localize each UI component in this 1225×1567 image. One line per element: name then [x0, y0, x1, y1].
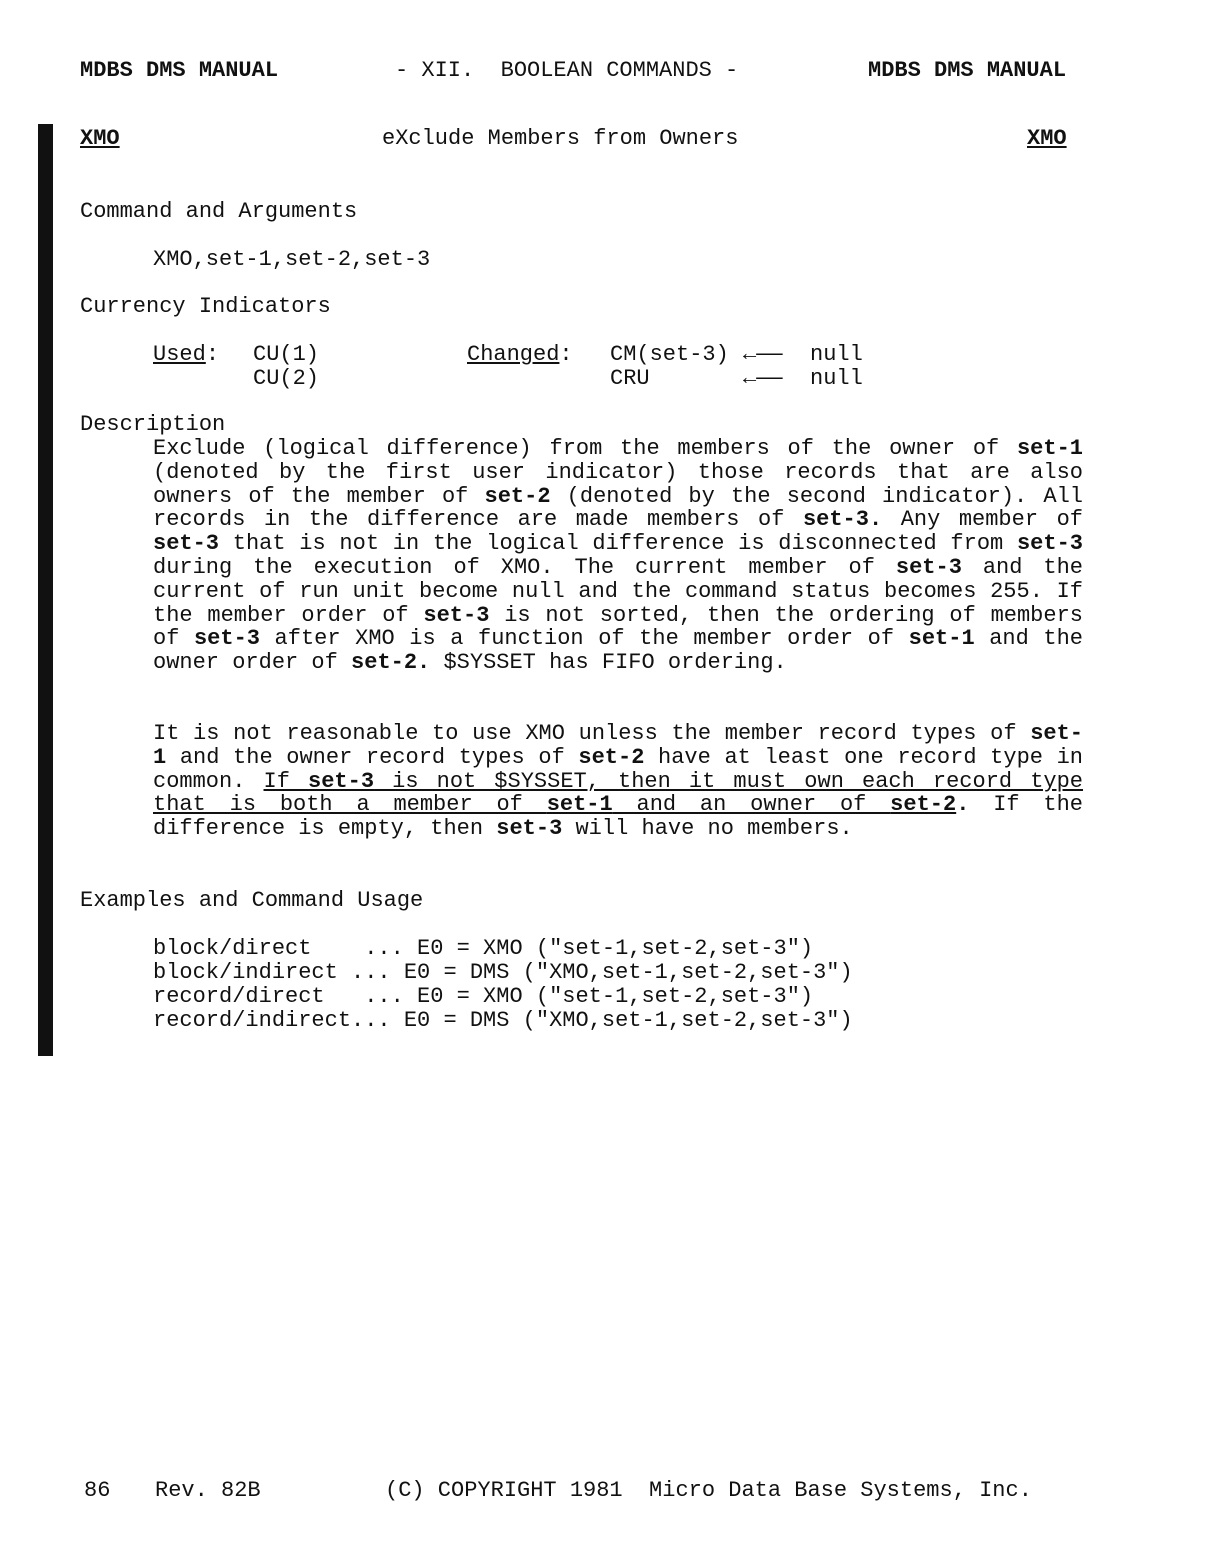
- changed-indicator: CRU: [610, 366, 650, 391]
- page-number: 86: [84, 1478, 111, 1503]
- changed-label-group: Changed:: [467, 342, 573, 367]
- example-line: record/indirect... E0 = DMS ("XMO,set-1,set-2,set-3"): [153, 1008, 853, 1033]
- description-heading: Description: [80, 412, 226, 437]
- copyright: (C) COPYRIGHT 1981 Micro Data Base Systems, Inc.: [385, 1478, 1032, 1503]
- example-line: record/direct ... E0 = XMO ("set-1,set-2,set-3"): [153, 984, 814, 1009]
- used-label: Used: [153, 342, 206, 367]
- description-paragraph-1: Exclude (logical difference) from the members of the owner of set-1 (denoted by the first user indicator) those records that are also owners of the member of set-2 (denoted by the second indicator). All records in the difference are made members of set-3. Any member of set-3 that is not in the logical difference is disconnected from set-3 during the execution of XMO. The current member of set-3 and the current of run unit become null and the command status becomes 255. If the member order of set-3 is not sorted, then the ordering of members of set-3 after XMO is a function of the member order of set-1 and the owner order of set-2. $SYSSET has FIFO ordering.: [153, 436, 1084, 676]
- examples-heading: Examples and Command Usage: [80, 888, 424, 913]
- command-syntax: XMO,set-1,set-2,set-3: [153, 247, 431, 272]
- changed-value: null: [810, 342, 863, 367]
- changed-arrow: ←——: [743, 342, 783, 367]
- used-label-group: Used:: [153, 342, 220, 367]
- example-line: block/direct ... E0 = XMO ("set-1,set-2,set-3"): [153, 936, 814, 961]
- changed-indicator: CM(set-3): [610, 342, 729, 367]
- header-right: MDBS DMS MANUAL: [868, 58, 1067, 83]
- command-description: eXclude Members from Owners: [382, 126, 739, 151]
- header-left: MDBS DMS MANUAL: [80, 58, 279, 83]
- currency-indicators-heading: Currency Indicators: [80, 294, 331, 319]
- used-item: CU(1): [253, 342, 320, 367]
- used-item: CU(2): [253, 366, 320, 391]
- example-line: block/indirect ... E0 = DMS ("XMO,set-1,set-2,set-3"): [153, 960, 853, 985]
- command-code-left: XMO: [80, 126, 120, 151]
- header-center: - XII. BOOLEAN COMMANDS -: [395, 58, 739, 83]
- revision: Rev. 82B: [155, 1478, 261, 1503]
- changed-label: Changed: [467, 342, 560, 367]
- command-code-right: XMO: [1027, 126, 1067, 151]
- command-arguments-heading: Command and Arguments: [80, 199, 358, 224]
- revision-change-bar: [38, 124, 53, 1056]
- changed-value: null: [810, 366, 863, 391]
- changed-arrow: ←——: [743, 366, 783, 391]
- description-paragraph-2: It is not reasonable to use XMO unless the member record types of set-1 and the owner record types of set-2 have at least one record type in common. If set-3 is not $SYSSET, then it must own each record type that is both a member of set-1 and an owner of set-2. If the difference is empty, then set-3 will have no members.: [153, 721, 1084, 842]
